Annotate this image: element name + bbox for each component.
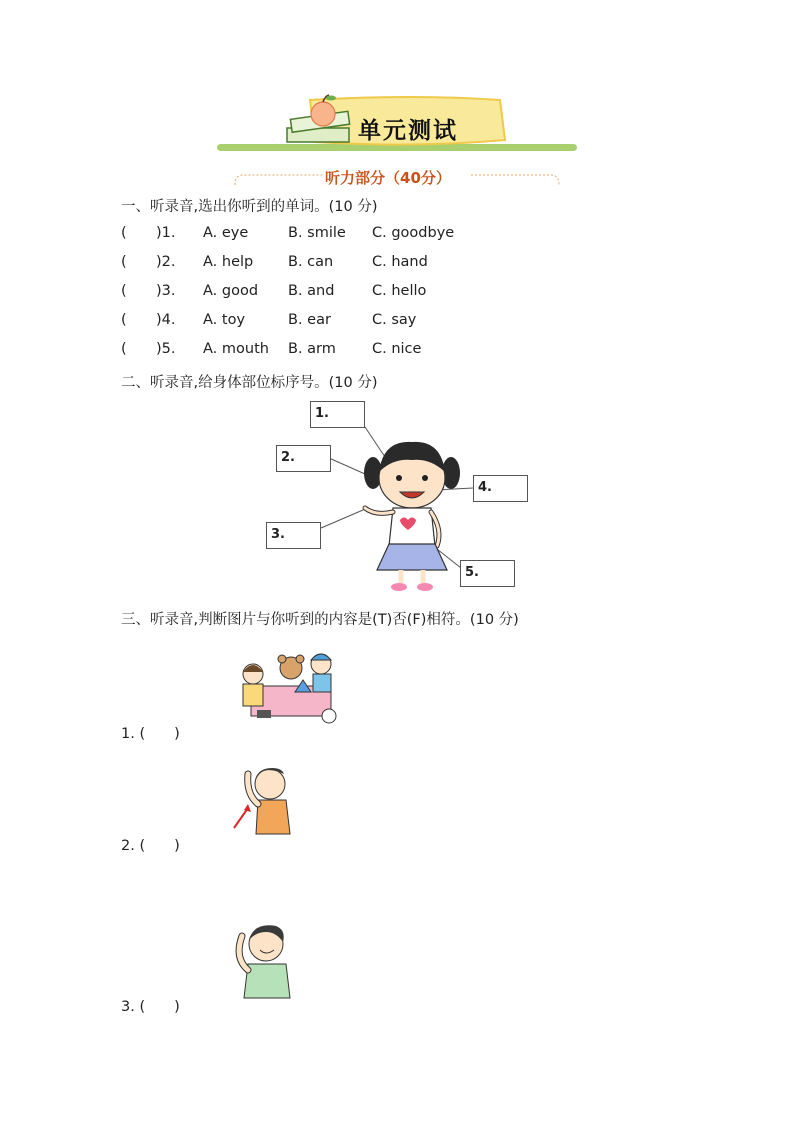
label-box-5[interactable]: 5. [460, 560, 515, 587]
kids-toys-picture [233, 644, 351, 726]
boy-waving-picture [232, 760, 296, 838]
section-title-listening: 听力部分（40分） [325, 169, 451, 187]
label-box-3[interactable]: 3. [266, 522, 321, 549]
answer-item-1[interactable]: 1. ( ) [121, 726, 180, 742]
page-title: 单元测试 [358, 118, 458, 144]
part3-heading: 三、听录音,判断图片与你听到的内容是(T)否(F)相符。(10 分) [121, 612, 519, 628]
part1-heading: 一、听录音,选出你听到的单词。(10 分) [121, 199, 378, 215]
answer-item-3[interactable]: 3. ( ) [121, 999, 180, 1015]
label-box-1[interactable]: 1. [310, 401, 365, 428]
part2-heading: 二、听录音,给身体部位标序号。(10 分) [121, 375, 378, 391]
label-box-2[interactable]: 2. [276, 445, 331, 472]
answer-item-2[interactable]: 2. ( ) [121, 838, 180, 854]
label-box-4[interactable]: 4. [473, 475, 528, 502]
boy-touching-head-picture [230, 914, 296, 1000]
